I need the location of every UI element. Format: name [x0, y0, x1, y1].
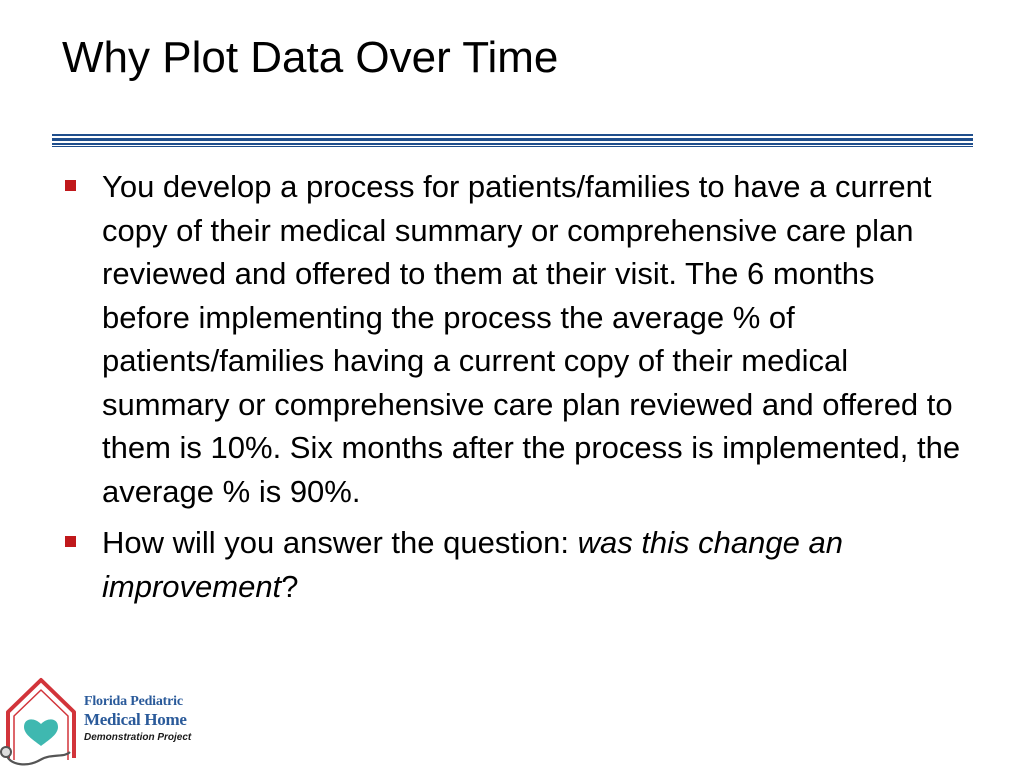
bullet-list	[62, 165, 962, 616]
square-bullet-icon	[65, 536, 76, 547]
logo-text-line-3: Demonstration Project	[84, 732, 192, 743]
slide-title: Why Plot Data Over Time	[62, 33, 559, 82]
square-bullet-icon	[65, 180, 76, 191]
logo-text-line-2: Medical Home	[84, 710, 187, 729]
organization-logo	[0, 672, 210, 768]
title-divider	[52, 134, 973, 148]
question-suffix-text: ?	[281, 568, 299, 604]
house-heart-stethoscope-icon	[0, 672, 82, 768]
bullet-item	[62, 165, 962, 513]
question-emphasis-text: was this change an improvement	[102, 525, 843, 604]
logo-text-line-1: Florida Pediatric	[84, 694, 183, 709]
bullet-item	[62, 521, 962, 608]
question-lead-text: How will you answer the question:	[102, 525, 578, 560]
bullet-text: You develop a process for patients/families to have a current copy of their medical summary or comprehensive care plan reviewed and offered to them at their visit. The 6 months before implementing the process the average % of patients/families having a current copy of their medical summary or comprehensive care plan reviewed and offered to them is 10%. Six months after the process is implemented, the average % is 90%.	[102, 169, 961, 509]
bullet-text	[102, 525, 843, 604]
